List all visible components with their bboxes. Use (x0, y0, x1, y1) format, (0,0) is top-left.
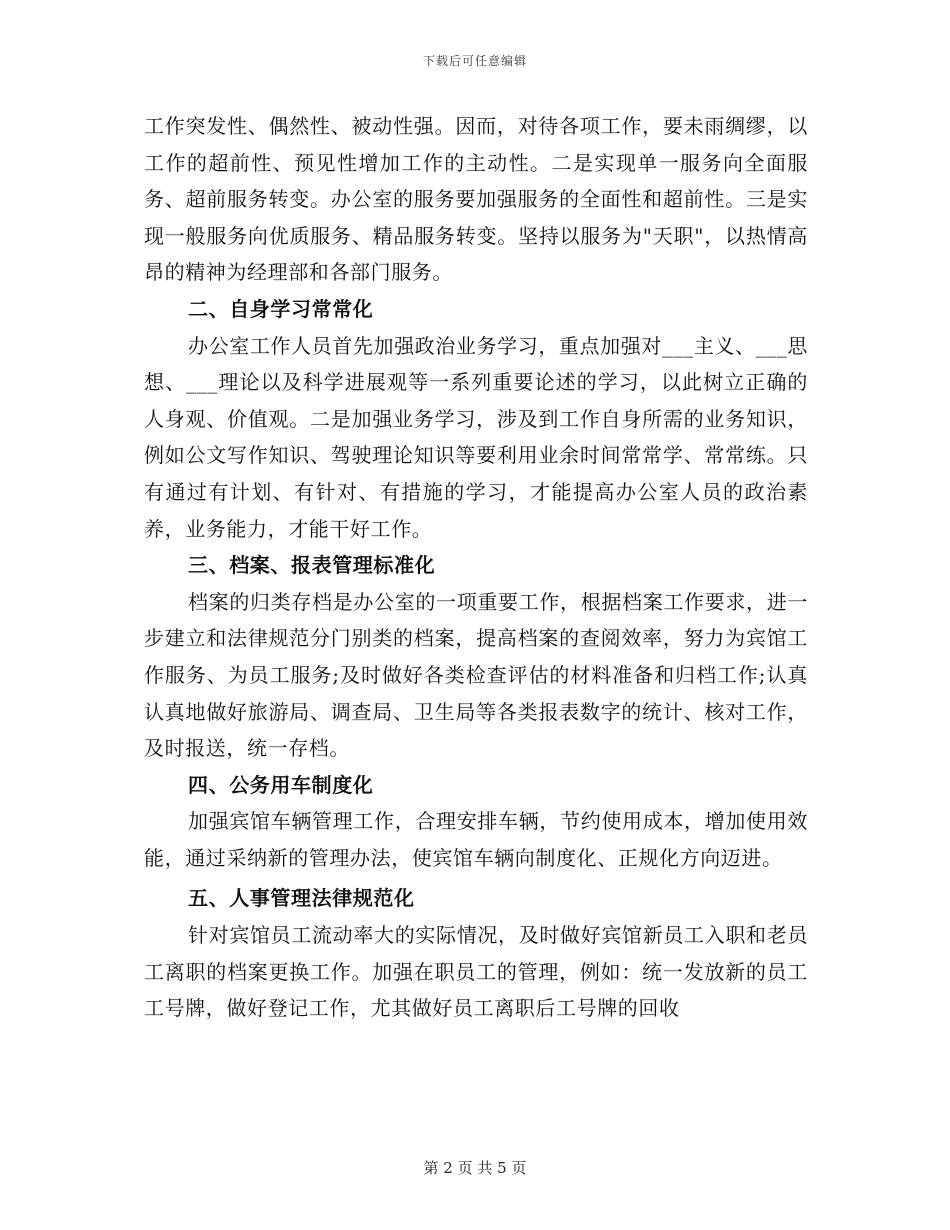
paragraph-continued: 工作突发性、偶然性、被动性强。因而，对待各项工作，要未雨绸缪，以工作的超前性、预见性增加工作的主动性。二是实现单一服务向全面服务、超前服务转变。办公室的服务要加强服务的全面性和超前性。三是实现一般服务向优质服务、精品服务转变。坚持以服务为"天职"，以热情高昂的精神为经理部和各部门服务。 (144, 114, 808, 285)
section-heading-5: 五、人事管理法律规范化 (188, 886, 415, 911)
paragraph-section-5: 针对宾馆员工流动率大的实际情况，及时做好宾馆新员工入职和老员工离职的档案更换工作。加强在职员工的管理，例如：统一发放新的员工工号牌，做好登记工作，尤其做好员工离职后工号牌的回收 (144, 923, 808, 1021)
page-number: 第 2 页 共 5 页 (423, 1159, 527, 1177)
paragraph-section-3: 档案的归类存档是办公室的一项重要工作，根据档案工作要求，进一步建立和法律规范分门别类的档案，提高档案的查阅效率，努力为宾馆工作服务、为员工服务;及时做好各类检查评估的材料准备和归档工作;认真认真地做好旅游局、调查局、卫生局等各类报表数字的统计、核对工作，及时报送，统一存档。 (144, 589, 808, 761)
document-body (144, 108, 808, 1027)
paragraph-section-2: 办公室工作人员首先加强政治业务学习，重点加强对___主义、___思想、___理论以及科学进展观等一系列重要论述的学习，以此树立正确的人身观、价值观。二是加强业务学习，涉及到工作自身所需的业务知识，例如公文写作知识、驾驶理论知识等要利用业余时间常常学、常常练。只有通过有计划、有针对、有措施的学习，才能提高办公室人员的政治素养，业务能力，才能干好工作。 (144, 333, 808, 541)
section-heading-3: 三、档案、报表管理标准化 (188, 553, 436, 578)
section-heading-2: 二、自身学习常常化 (188, 296, 374, 321)
page-header: 下载后可任意编辑 (422, 54, 527, 68)
paragraph-section-4: 加强宾馆车辆管理工作，合理安排车辆，节约使用成本，增加使用效能，通过采纳新的管理办法，使宾馆车辆向制度化、正规化方向迈进。 (144, 809, 808, 870)
section-heading-4: 四、公务用车制度化 (188, 772, 374, 797)
